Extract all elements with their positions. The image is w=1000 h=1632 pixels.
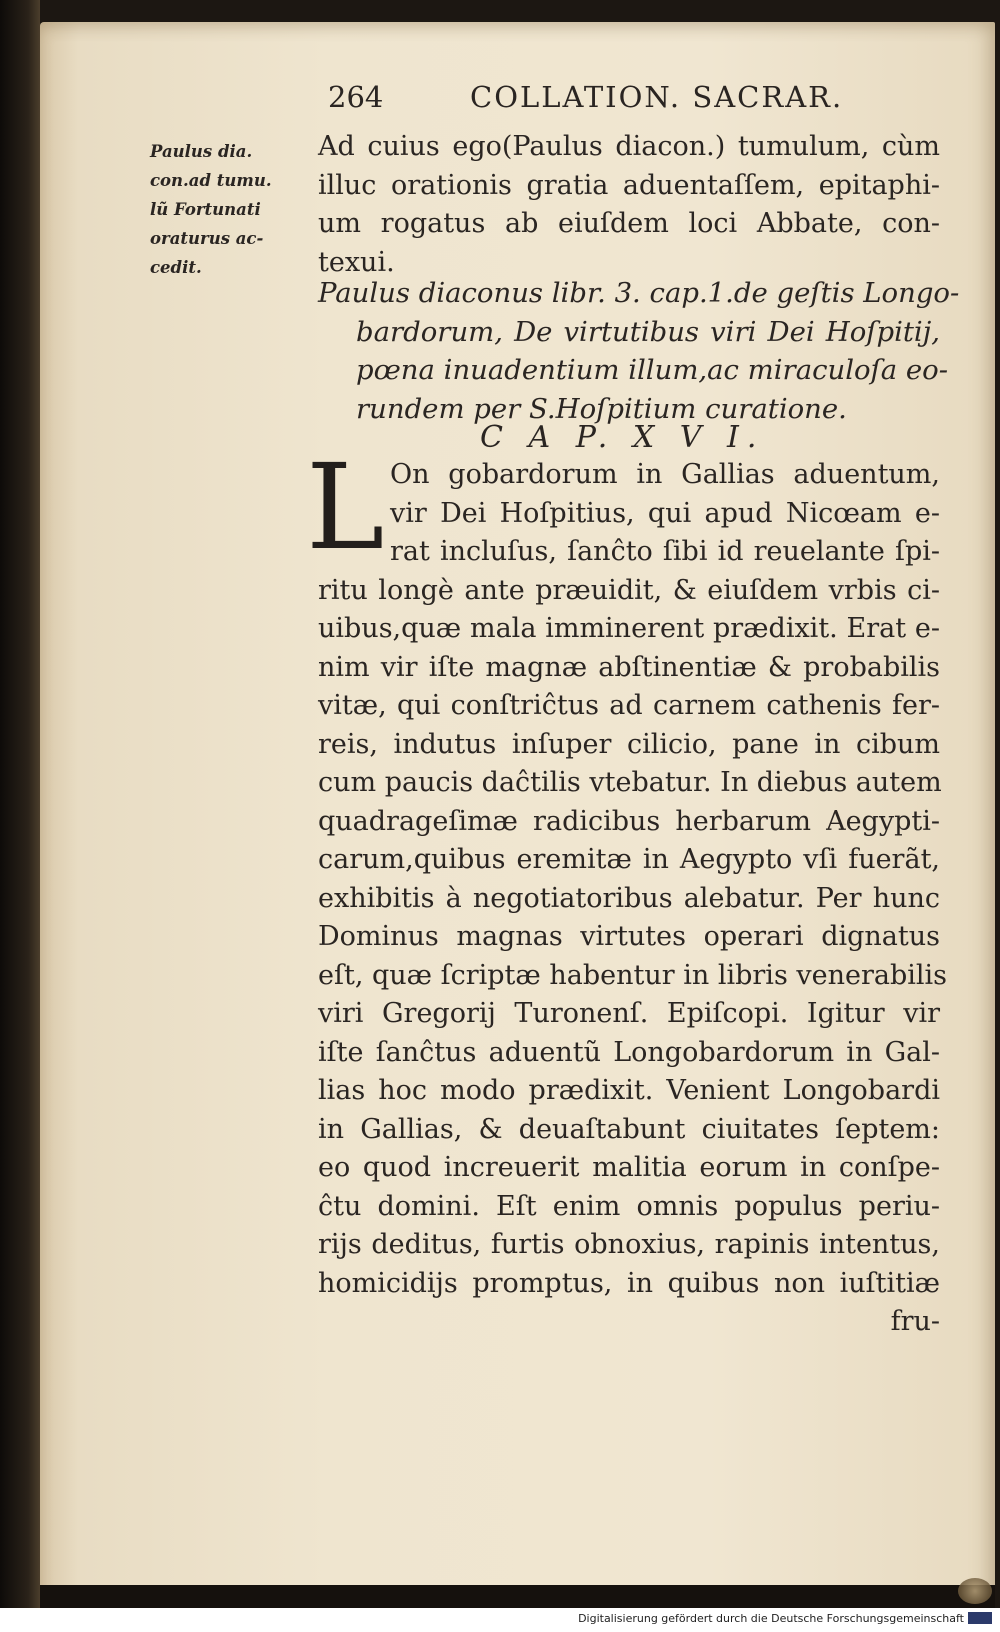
- body-line: On gobardorum in Gallias aduentum,: [390, 459, 940, 490]
- scan-bottom-edge: [40, 1585, 995, 1608]
- body-line: ritu longè ante præuidit, & eiuſdem vrbis ci-: [318, 574, 940, 606]
- body-line: ĉtu domini. Eſt enim omnis populus periu-: [318, 1190, 940, 1222]
- body-line: reis, indutus inſuper cilicio, pane in cibum: [318, 728, 940, 760]
- intro-line: Ad cuius ego(Paulus diacon.) tumulum, cùm: [318, 131, 940, 162]
- body-line: in Gallias, & deuaſtabunt ciuitates ſeptem:: [318, 1113, 940, 1145]
- page-header: [300, 80, 940, 124]
- body-line: rijs deditus, furtis obnoxius, rapinis intentus,: [318, 1229, 940, 1260]
- margin-note: Paulus dia. con.ad tumu. lũ Fortunati oraturus ac- cedit.: [150, 142, 272, 277]
- body-line: quadrageſimæ radicibus herbarum Aegypti-: [318, 805, 940, 837]
- body-line: uibus,quæ mala imminerent prædixit. Erat e-: [318, 613, 940, 644]
- chapter-heading: C A P. X V I.: [480, 420, 765, 455]
- body-line: cum paucis daĉtilis vtebatur. In diebus autem: [318, 767, 942, 798]
- page-number: 264: [328, 80, 384, 114]
- body-line: vir Dei Hoſpitius, qui apud Nicœam e-: [390, 497, 940, 529]
- rubric-line: pœna inuadentium illum,ac miraculoſa eo-: [356, 354, 948, 386]
- rubric-line: bardorum, De virtutibus viri Dei Hoſpitij,: [356, 315, 940, 348]
- intro-line: um rogatus ab eiuſdem loci Abbate, con-: [318, 208, 940, 239]
- body-line: rat incluſus, ſanĉto ſibi id reuelante ſpi-: [390, 536, 940, 567]
- intro-line: illuc orationis gratia aduentaſſem, epitaphi-: [318, 169, 940, 201]
- running-head: COLLATION. SACRAR.: [470, 80, 844, 114]
- body-line: eſt, quæ ſcriptæ habentur in libris venerabilis: [318, 959, 948, 991]
- body-line: vitæ, qui conſtriĉtus ad carnem cathenis fer-: [318, 690, 940, 721]
- library-stamp-icon: [958, 1578, 992, 1604]
- body-line: exhibitis à negotiatoribus alebatur. Per hunc: [318, 882, 940, 914]
- body-line: carum,quibus eremitæ in Aegypto vſi fuerãt,: [318, 844, 940, 875]
- body-line: homicidijs promptus, in quibus non iuſtitiæ: [318, 1267, 940, 1299]
- intro-line: texui.: [318, 246, 395, 278]
- chapter-rubric: [318, 274, 960, 428]
- dfg-logo-icon: [968, 1612, 992, 1624]
- rubric-line: Paulus diaconus libr. 3. cap.1.de geſtis Longo-: [318, 277, 960, 309]
- footer-credit-text: Digitalisierung gefördert durch die Deutsche Forschungsgemeinschaft: [578, 1611, 964, 1625]
- book-edge: [0, 0, 40, 1608]
- rubric-line: rundem per S.Hoſpitium curatione.: [356, 392, 847, 425]
- intro-text: [318, 128, 940, 282]
- body-paragraph: [318, 456, 948, 1342]
- drop-cap: L: [306, 438, 385, 576]
- body-line: nim vir iſte magnæ abſtinentiæ & probabilis: [318, 651, 940, 683]
- body-line: lias hoc modo prædixit. Venient Longobardi: [318, 1075, 940, 1106]
- footer-credit: [578, 1608, 992, 1628]
- body-line: eo quod increuerit malitia eorum in conſpe-: [318, 1152, 940, 1183]
- body-line: Dominus magnas virtutes operari dignatus: [318, 921, 940, 952]
- catchword: fru-: [890, 1306, 940, 1337]
- body-line: iſte ſanĉtus aduentũ Longobardorum in Gal-: [318, 1036, 940, 1068]
- body-line: viri Gregorij Turonenſ. Epiſcopi. Igitur vir: [318, 998, 940, 1029]
